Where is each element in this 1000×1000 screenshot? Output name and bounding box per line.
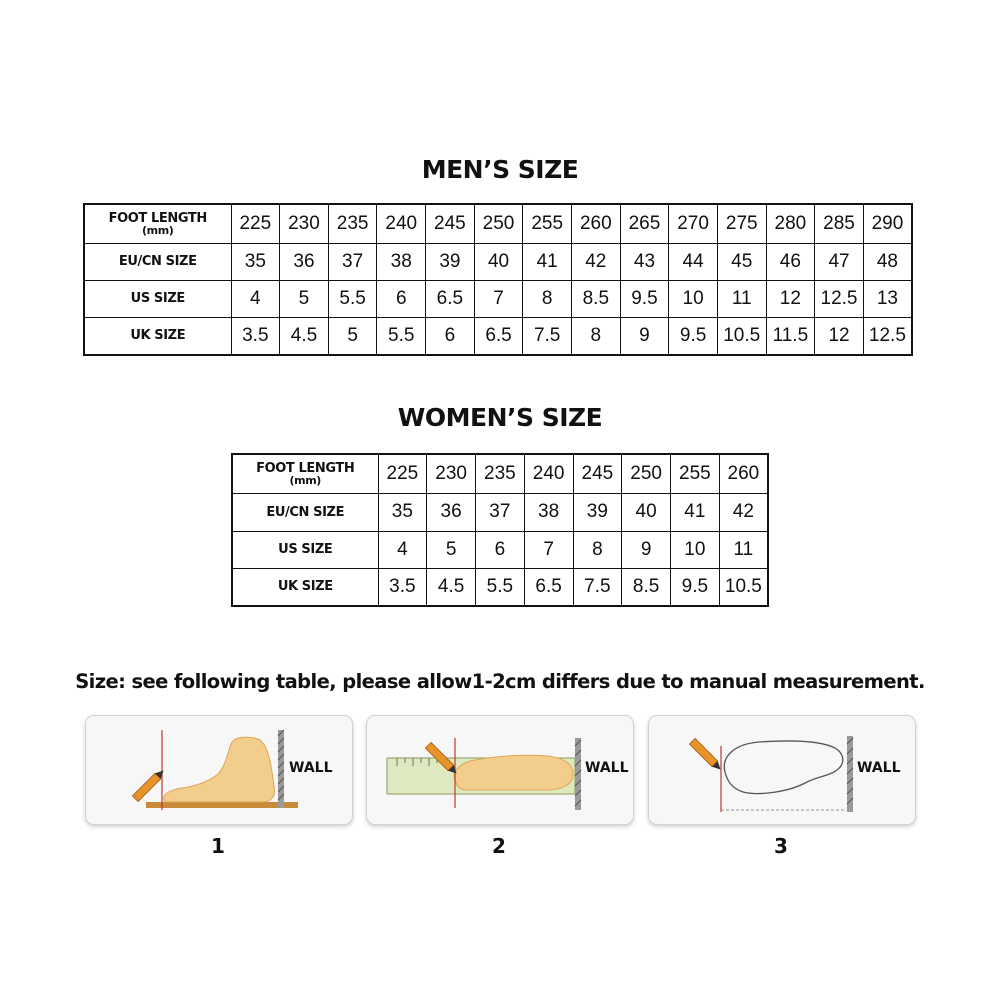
table-row [84,317,912,355]
pencil-icon [689,738,723,772]
table-cell: 42 [719,493,768,531]
table-cell: 10 [671,531,720,568]
table-cell: 11 [719,531,768,568]
table-cell: 10.5 [717,317,766,355]
table-cell: 5 [328,317,377,355]
table-cell: 9 [620,317,669,355]
row-header [84,204,231,243]
table-cell: 245 [426,204,475,243]
table-cell: 225 [231,204,280,243]
table-cell: 7 [474,280,523,317]
table-cell: 9 [622,531,671,568]
table-row [84,204,912,243]
table-cell: 10 [669,280,718,317]
table-row [232,568,768,606]
table-cell: 250 [622,454,671,493]
table-cell: 8.5 [571,280,620,317]
table-row [232,531,768,568]
table-cell: 6.5 [524,568,573,606]
pencil-icon [132,768,166,802]
table-cell: 275 [717,204,766,243]
table-cell: 45 [717,243,766,280]
mens-size-table [83,203,913,356]
table-cell: 4 [231,280,280,317]
table-cell: 48 [863,243,912,280]
table-cell: 40 [474,243,523,280]
table-cell: 37 [476,493,525,531]
table-cell: 39 [426,243,475,280]
table-cell: 225 [378,454,427,493]
step-number-1: 1 [211,834,225,858]
table-cell: 235 [476,454,525,493]
womens-size-title: WOMEN’S SIZE [397,403,603,432]
row-header-label: FOOT LENGTH [108,210,207,226]
row-header: US SIZE [232,531,378,568]
table-row [232,493,768,531]
table-cell: 4.5 [280,317,329,355]
table-cell: 7 [524,531,573,568]
table-cell: 270 [669,204,718,243]
table-cell: 39 [573,493,622,531]
table-cell: 5.5 [328,280,377,317]
table-cell: 9.5 [669,317,718,355]
measure-step-2-panel [366,715,634,825]
table-cell: 6 [377,280,426,317]
table-cell: 255 [523,204,572,243]
table-cell: 245 [573,454,622,493]
mens-size-title: MEN’S SIZE [421,155,579,184]
table-cell: 35 [378,493,427,531]
table-cell: 4.5 [427,568,476,606]
table-cell: 5.5 [377,317,426,355]
table-cell: 11 [717,280,766,317]
table-cell: 36 [427,493,476,531]
table-cell: 5.5 [476,568,525,606]
table-cell: 36 [280,243,329,280]
table-cell: 46 [766,243,815,280]
row-header: EU/CN SIZE [232,493,378,531]
table-cell: 230 [427,454,476,493]
row-header [232,454,378,493]
table-cell: 10.5 [719,568,768,606]
table-cell: 41 [671,493,720,531]
row-header: UK SIZE [84,317,231,355]
table-row [232,454,768,493]
table-cell: 12.5 [815,280,864,317]
table-cell: 38 [524,493,573,531]
table-cell: 41 [523,243,572,280]
table-cell: 285 [815,204,864,243]
row-header: US SIZE [84,280,231,317]
foot-icon [164,737,275,802]
table-row [84,243,912,280]
table-cell: 38 [377,243,426,280]
table-cell: 240 [377,204,426,243]
table-cell: 280 [766,204,815,243]
table-cell: 265 [620,204,669,243]
table-cell: 37 [328,243,377,280]
step-number-3: 3 [774,834,788,858]
table-cell: 235 [328,204,377,243]
table-cell: 12.5 [863,317,912,355]
table-cell: 6 [476,531,525,568]
table-cell: 7.5 [523,317,572,355]
table-cell: 260 [719,454,768,493]
table-cell: 8 [523,280,572,317]
table-cell: 8.5 [622,568,671,606]
womens-size-table [231,453,769,607]
wall-label: WALL [585,760,629,776]
table-cell: 3.5 [231,317,280,355]
table-cell: 40 [622,493,671,531]
table-cell: 7.5 [573,568,622,606]
row-header: UK SIZE [232,568,378,606]
table-cell: 250 [474,204,523,243]
table-cell: 9.5 [620,280,669,317]
row-header: EU/CN SIZE [84,243,231,280]
table-cell: 6.5 [426,280,475,317]
table-cell: 44 [669,243,718,280]
wall-label: WALL [857,760,901,776]
floor-board [146,802,298,808]
wall-icon [575,738,581,810]
table-cell: 12 [815,317,864,355]
foot-outline-icon [724,741,842,794]
table-cell: 8 [573,531,622,568]
row-header-sublabel: (mm) [289,473,321,487]
measure-step-3-panel [648,715,916,825]
table-cell: 255 [671,454,720,493]
table-cell: 5 [427,531,476,568]
table-cell: 43 [620,243,669,280]
table-cell: 260 [571,204,620,243]
table-cell: 5 [280,280,329,317]
table-cell: 13 [863,280,912,317]
measure-step-1-panel [85,715,353,825]
table-cell: 240 [524,454,573,493]
table-cell: 47 [815,243,864,280]
measurement-note: Size: see following table, please allow1-2cm differs due to manual measurement. [75,670,925,693]
table-row [84,280,912,317]
table-cell: 3.5 [378,568,427,606]
table-cell: 12 [766,280,815,317]
row-header-label: FOOT LENGTH [256,460,355,476]
table-cell: 6 [426,317,475,355]
foot-icon [454,755,573,790]
table-cell: 230 [280,204,329,243]
table-cell: 35 [231,243,280,280]
table-cell: 8 [571,317,620,355]
table-cell: 11.5 [766,317,815,355]
table-cell: 9.5 [671,568,720,606]
table-cell: 42 [571,243,620,280]
wall-label: WALL [289,760,333,776]
row-header-sublabel: (mm) [142,223,174,237]
table-cell: 4 [378,531,427,568]
table-cell: 6.5 [474,317,523,355]
table-cell: 290 [863,204,912,243]
step-number-2: 2 [492,834,506,858]
